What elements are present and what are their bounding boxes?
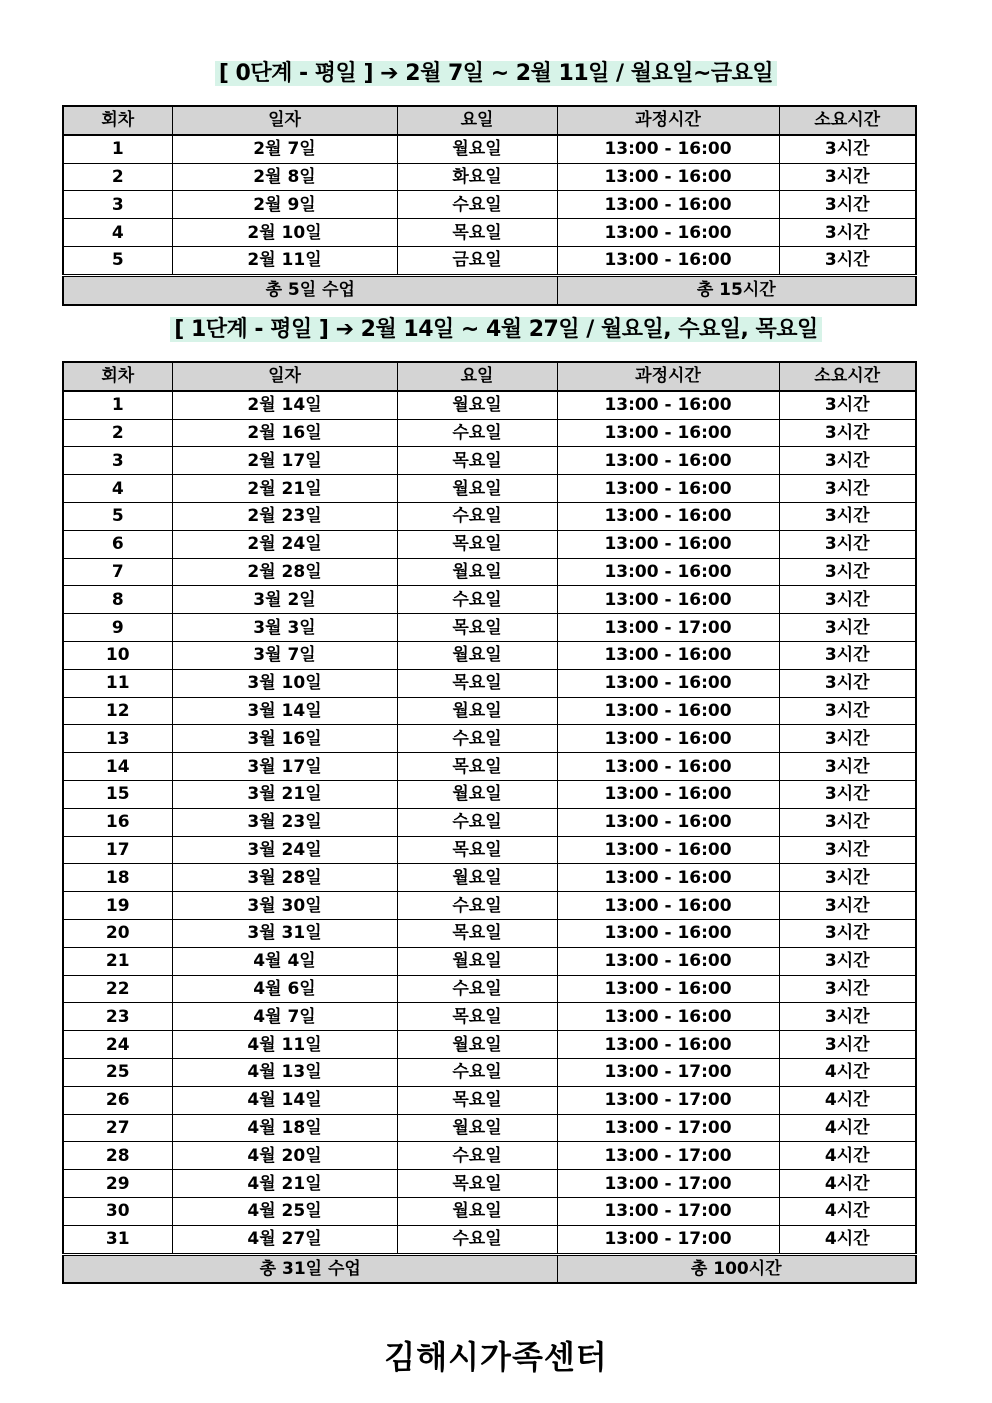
cell-course-time: 13:00 - 16:00	[557, 669, 779, 697]
cell-course-time: 13:00 - 16:00	[557, 419, 779, 447]
cell-date: 4월 14일	[172, 1086, 397, 1114]
table-row	[63, 641, 916, 669]
cell-course-time: 13:00 - 16:00	[557, 641, 779, 669]
section1-title: [ 1단계 - 평일 ] ➔ 2월 14일 ~ 4월 27일 / 월요일, 수요일, 목요일	[0, 316, 992, 344]
cell-date: 3월 28일	[172, 864, 397, 892]
cell-course-time: 13:00 - 17:00	[557, 1114, 779, 1142]
cell-weekday: 목요일	[397, 753, 557, 781]
table-row	[63, 975, 916, 1003]
cell-date: 3월 14일	[172, 697, 397, 725]
cell-date: 3월 3일	[172, 614, 397, 642]
cell-course-time: 13:00 - 16:00	[557, 135, 779, 163]
cell-session: 27	[63, 1114, 172, 1142]
table-row	[63, 219, 916, 247]
cell-weekday: 수요일	[397, 1058, 557, 1086]
cell-date: 2월 9일	[172, 191, 397, 219]
cell-weekday: 수요일	[397, 419, 557, 447]
cell-duration: 3시간	[779, 836, 916, 864]
cell-date: 2월 10일	[172, 219, 397, 247]
cell-session: 3	[63, 191, 172, 219]
table-row	[63, 780, 916, 808]
cell-session: 30	[63, 1197, 172, 1225]
cell-session: 19	[63, 892, 172, 920]
cell-course-time: 13:00 - 17:00	[557, 614, 779, 642]
header-date: 일자	[172, 362, 397, 391]
table-row	[63, 135, 916, 163]
cell-course-time: 13:00 - 16:00	[557, 836, 779, 864]
cell-date: 4월 6일	[172, 975, 397, 1003]
table-row	[63, 669, 916, 697]
cell-duration: 3시간	[779, 864, 916, 892]
header-session: 회차	[63, 106, 172, 135]
cell-session: 16	[63, 808, 172, 836]
cell-weekday: 목요일	[397, 836, 557, 864]
cell-course-time: 13:00 - 17:00	[557, 1170, 779, 1198]
cell-course-time: 13:00 - 16:00	[557, 502, 779, 530]
cell-course-time: 13:00 - 16:00	[557, 558, 779, 586]
table-row	[63, 530, 916, 558]
cell-weekday: 월요일	[397, 947, 557, 975]
cell-duration: 3시간	[779, 780, 916, 808]
cell-session: 2	[63, 419, 172, 447]
table-row	[63, 753, 916, 781]
cell-session: 13	[63, 725, 172, 753]
cell-course-time: 13:00 - 16:00	[557, 808, 779, 836]
cell-date: 2월 28일	[172, 558, 397, 586]
cell-duration: 4시간	[779, 1197, 916, 1225]
cell-session: 4	[63, 475, 172, 503]
cell-duration: 3시간	[779, 641, 916, 669]
cell-session: 21	[63, 947, 172, 975]
cell-duration: 4시간	[779, 1114, 916, 1142]
cell-date: 4월 18일	[172, 1114, 397, 1142]
cell-date: 3월 24일	[172, 836, 397, 864]
cell-session: 7	[63, 558, 172, 586]
cell-session: 28	[63, 1142, 172, 1170]
cell-date: 4월 7일	[172, 1003, 397, 1031]
table-row	[63, 502, 916, 530]
table-row	[63, 475, 916, 503]
cell-course-time: 13:00 - 16:00	[557, 391, 779, 419]
cell-course-time: 13:00 - 16:00	[557, 1003, 779, 1031]
cell-session: 25	[63, 1058, 172, 1086]
cell-session: 18	[63, 864, 172, 892]
cell-weekday: 수요일	[397, 191, 557, 219]
cell-weekday: 월요일	[397, 1031, 557, 1059]
cell-course-time: 13:00 - 16:00	[557, 947, 779, 975]
cell-weekday: 월요일	[397, 135, 557, 163]
cell-date: 4월 4일	[172, 947, 397, 975]
cell-duration: 4시간	[779, 1142, 916, 1170]
table-row	[63, 864, 916, 892]
cell-date: 3월 31일	[172, 919, 397, 947]
table-row	[63, 447, 916, 475]
cell-course-time: 13:00 - 16:00	[557, 753, 779, 781]
cell-weekday: 목요일	[397, 1086, 557, 1114]
cell-weekday: 수요일	[397, 725, 557, 753]
table-header-row	[63, 106, 916, 135]
table-row	[63, 1197, 916, 1225]
cell-weekday: 월요일	[397, 780, 557, 808]
cell-session: 24	[63, 1031, 172, 1059]
cell-duration: 3시간	[779, 191, 916, 219]
cell-date: 4월 13일	[172, 1058, 397, 1086]
table-row	[63, 1086, 916, 1114]
cell-course-time: 13:00 - 16:00	[557, 163, 779, 191]
cell-weekday: 화요일	[397, 163, 557, 191]
cell-weekday: 목요일	[397, 1003, 557, 1031]
table-row	[63, 586, 916, 614]
cell-session: 8	[63, 586, 172, 614]
table-header-row	[63, 362, 916, 391]
header-date: 일자	[172, 106, 397, 135]
cell-weekday: 월요일	[397, 641, 557, 669]
cell-weekday: 목요일	[397, 1170, 557, 1198]
cell-course-time: 13:00 - 16:00	[557, 191, 779, 219]
cell-duration: 3시간	[779, 753, 916, 781]
cell-course-time: 13:00 - 16:00	[557, 892, 779, 920]
header-course-time: 과정시간	[557, 362, 779, 391]
cell-duration: 3시간	[779, 725, 916, 753]
cell-duration: 3시간	[779, 391, 916, 419]
cell-weekday: 수요일	[397, 1225, 557, 1254]
cell-date: 3월 21일	[172, 780, 397, 808]
header-weekday: 요일	[397, 106, 557, 135]
cell-weekday: 수요일	[397, 808, 557, 836]
cell-duration: 3시간	[779, 135, 916, 163]
cell-date: 2월 16일	[172, 419, 397, 447]
cell-session: 14	[63, 753, 172, 781]
table-row	[63, 892, 916, 920]
cell-weekday: 목요일	[397, 669, 557, 697]
cell-session: 1	[63, 135, 172, 163]
cell-date: 4월 27일	[172, 1225, 397, 1254]
header-duration: 소요시간	[779, 362, 916, 391]
cell-session: 31	[63, 1225, 172, 1254]
cell-weekday: 수요일	[397, 586, 557, 614]
cell-session: 4	[63, 219, 172, 247]
table-row	[63, 919, 916, 947]
cell-session: 20	[63, 919, 172, 947]
cell-duration: 3시간	[779, 475, 916, 503]
table-row	[63, 1003, 916, 1031]
cell-weekday: 수요일	[397, 502, 557, 530]
cell-date: 4월 11일	[172, 1031, 397, 1059]
cell-session: 23	[63, 1003, 172, 1031]
cell-duration: 3시간	[779, 975, 916, 1003]
cell-duration: 3시간	[779, 419, 916, 447]
cell-weekday: 월요일	[397, 864, 557, 892]
total-row	[63, 1254, 916, 1283]
cell-session: 2	[63, 163, 172, 191]
table-row	[63, 419, 916, 447]
cell-weekday: 목요일	[397, 614, 557, 642]
cell-duration: 3시간	[779, 447, 916, 475]
table-row	[63, 697, 916, 725]
cell-weekday: 월요일	[397, 391, 557, 419]
cell-date: 3월 10일	[172, 669, 397, 697]
cell-session: 17	[63, 836, 172, 864]
cell-course-time: 13:00 - 17:00	[557, 1225, 779, 1254]
total-days: 총 31일 수업	[63, 1254, 557, 1283]
cell-duration: 3시간	[779, 1031, 916, 1059]
header-duration: 소요시간	[779, 106, 916, 135]
cell-weekday: 목요일	[397, 219, 557, 247]
cell-weekday: 수요일	[397, 1142, 557, 1170]
cell-duration: 3시간	[779, 947, 916, 975]
cell-course-time: 13:00 - 17:00	[557, 1142, 779, 1170]
cell-weekday: 목요일	[397, 919, 557, 947]
cell-duration: 3시간	[779, 558, 916, 586]
cell-date: 3월 16일	[172, 725, 397, 753]
cell-session: 15	[63, 780, 172, 808]
cell-duration: 4시간	[779, 1170, 916, 1198]
cell-session: 5	[63, 502, 172, 530]
cell-duration: 3시간	[779, 163, 916, 191]
cell-session: 10	[63, 641, 172, 669]
header-session: 회차	[63, 362, 172, 391]
table-row	[63, 836, 916, 864]
table-row	[63, 947, 916, 975]
cell-weekday: 월요일	[397, 1197, 557, 1225]
cell-course-time: 13:00 - 16:00	[557, 725, 779, 753]
cell-duration: 3시간	[779, 246, 916, 275]
cell-duration: 3시간	[779, 1003, 916, 1031]
table-row	[63, 1031, 916, 1059]
cell-course-time: 13:00 - 16:00	[557, 475, 779, 503]
header-weekday: 요일	[397, 362, 557, 391]
table-row	[63, 808, 916, 836]
schedule-table-stage1	[62, 361, 917, 1284]
cell-duration: 4시간	[779, 1086, 916, 1114]
cell-duration: 3시간	[779, 530, 916, 558]
total-hours: 총 15시간	[557, 275, 916, 304]
cell-session: 6	[63, 530, 172, 558]
table-row	[63, 1225, 916, 1254]
cell-session: 22	[63, 975, 172, 1003]
cell-date: 3월 23일	[172, 808, 397, 836]
cell-course-time: 13:00 - 16:00	[557, 246, 779, 275]
total-days: 총 5일 수업	[63, 275, 557, 304]
cell-date: 4월 25일	[172, 1197, 397, 1225]
cell-course-time: 13:00 - 16:00	[557, 219, 779, 247]
cell-session: 1	[63, 391, 172, 419]
cell-weekday: 월요일	[397, 558, 557, 586]
table-row	[63, 614, 916, 642]
cell-course-time: 13:00 - 16:00	[557, 864, 779, 892]
cell-weekday: 수요일	[397, 975, 557, 1003]
table-row	[63, 1058, 916, 1086]
cell-course-time: 13:00 - 16:00	[557, 586, 779, 614]
cell-duration: 3시간	[779, 614, 916, 642]
table-row	[63, 246, 916, 275]
cell-weekday: 월요일	[397, 475, 557, 503]
cell-date: 2월 11일	[172, 246, 397, 275]
cell-course-time: 13:00 - 17:00	[557, 1197, 779, 1225]
cell-date: 2월 23일	[172, 502, 397, 530]
cell-course-time: 13:00 - 16:00	[557, 1031, 779, 1059]
cell-duration: 3시간	[779, 919, 916, 947]
table-row	[63, 1142, 916, 1170]
total-hours: 총 100시간	[557, 1254, 916, 1283]
total-row	[63, 275, 916, 304]
cell-weekday: 월요일	[397, 1114, 557, 1142]
cell-date: 2월 14일	[172, 391, 397, 419]
cell-duration: 3시간	[779, 219, 916, 247]
cell-course-time: 13:00 - 17:00	[557, 1058, 779, 1086]
cell-date: 3월 7일	[172, 641, 397, 669]
cell-date: 2월 24일	[172, 530, 397, 558]
cell-duration: 3시간	[779, 808, 916, 836]
table-row	[63, 391, 916, 419]
cell-duration: 3시간	[779, 892, 916, 920]
table-row	[63, 725, 916, 753]
cell-date: 2월 8일	[172, 163, 397, 191]
cell-weekday: 목요일	[397, 447, 557, 475]
cell-session: 29	[63, 1170, 172, 1198]
table-row	[63, 163, 916, 191]
cell-date: 3월 30일	[172, 892, 397, 920]
cell-duration: 3시간	[779, 502, 916, 530]
table-row	[63, 1114, 916, 1142]
cell-date: 3월 17일	[172, 753, 397, 781]
cell-course-time: 13:00 - 16:00	[557, 447, 779, 475]
cell-duration: 4시간	[779, 1225, 916, 1254]
cell-session: 3	[63, 447, 172, 475]
cell-weekday: 월요일	[397, 697, 557, 725]
cell-weekday: 금요일	[397, 246, 557, 275]
cell-weekday: 목요일	[397, 530, 557, 558]
cell-course-time: 13:00 - 16:00	[557, 697, 779, 725]
cell-date: 2월 17일	[172, 447, 397, 475]
table-row	[63, 191, 916, 219]
cell-duration: 3시간	[779, 669, 916, 697]
cell-session: 12	[63, 697, 172, 725]
section0-title: [ 0단계 - 평일 ] ➔ 2월 7일 ~ 2월 11일 / 월요일~금요일	[0, 60, 992, 88]
cell-date: 2월 21일	[172, 475, 397, 503]
cell-course-time: 13:00 - 16:00	[557, 975, 779, 1003]
cell-duration: 3시간	[779, 586, 916, 614]
cell-date: 3월 2일	[172, 586, 397, 614]
cell-session: 11	[63, 669, 172, 697]
cell-duration: 4시간	[779, 1058, 916, 1086]
cell-session: 5	[63, 246, 172, 275]
table-row	[63, 1170, 916, 1198]
cell-date: 2월 7일	[172, 135, 397, 163]
cell-course-time: 13:00 - 16:00	[557, 780, 779, 808]
cell-date: 4월 21일	[172, 1170, 397, 1198]
cell-weekday: 수요일	[397, 892, 557, 920]
table-row	[63, 558, 916, 586]
header-course-time: 과정시간	[557, 106, 779, 135]
cell-session: 26	[63, 1086, 172, 1114]
cell-duration: 3시간	[779, 697, 916, 725]
cell-course-time: 13:00 - 16:00	[557, 530, 779, 558]
schedule-table-stage0	[62, 105, 917, 306]
organization-name: 김해시가족센터	[384, 1338, 608, 1376]
cell-course-time: 13:00 - 17:00	[557, 1086, 779, 1114]
cell-course-time: 13:00 - 16:00	[557, 919, 779, 947]
cell-session: 9	[63, 614, 172, 642]
cell-date: 4월 20일	[172, 1142, 397, 1170]
